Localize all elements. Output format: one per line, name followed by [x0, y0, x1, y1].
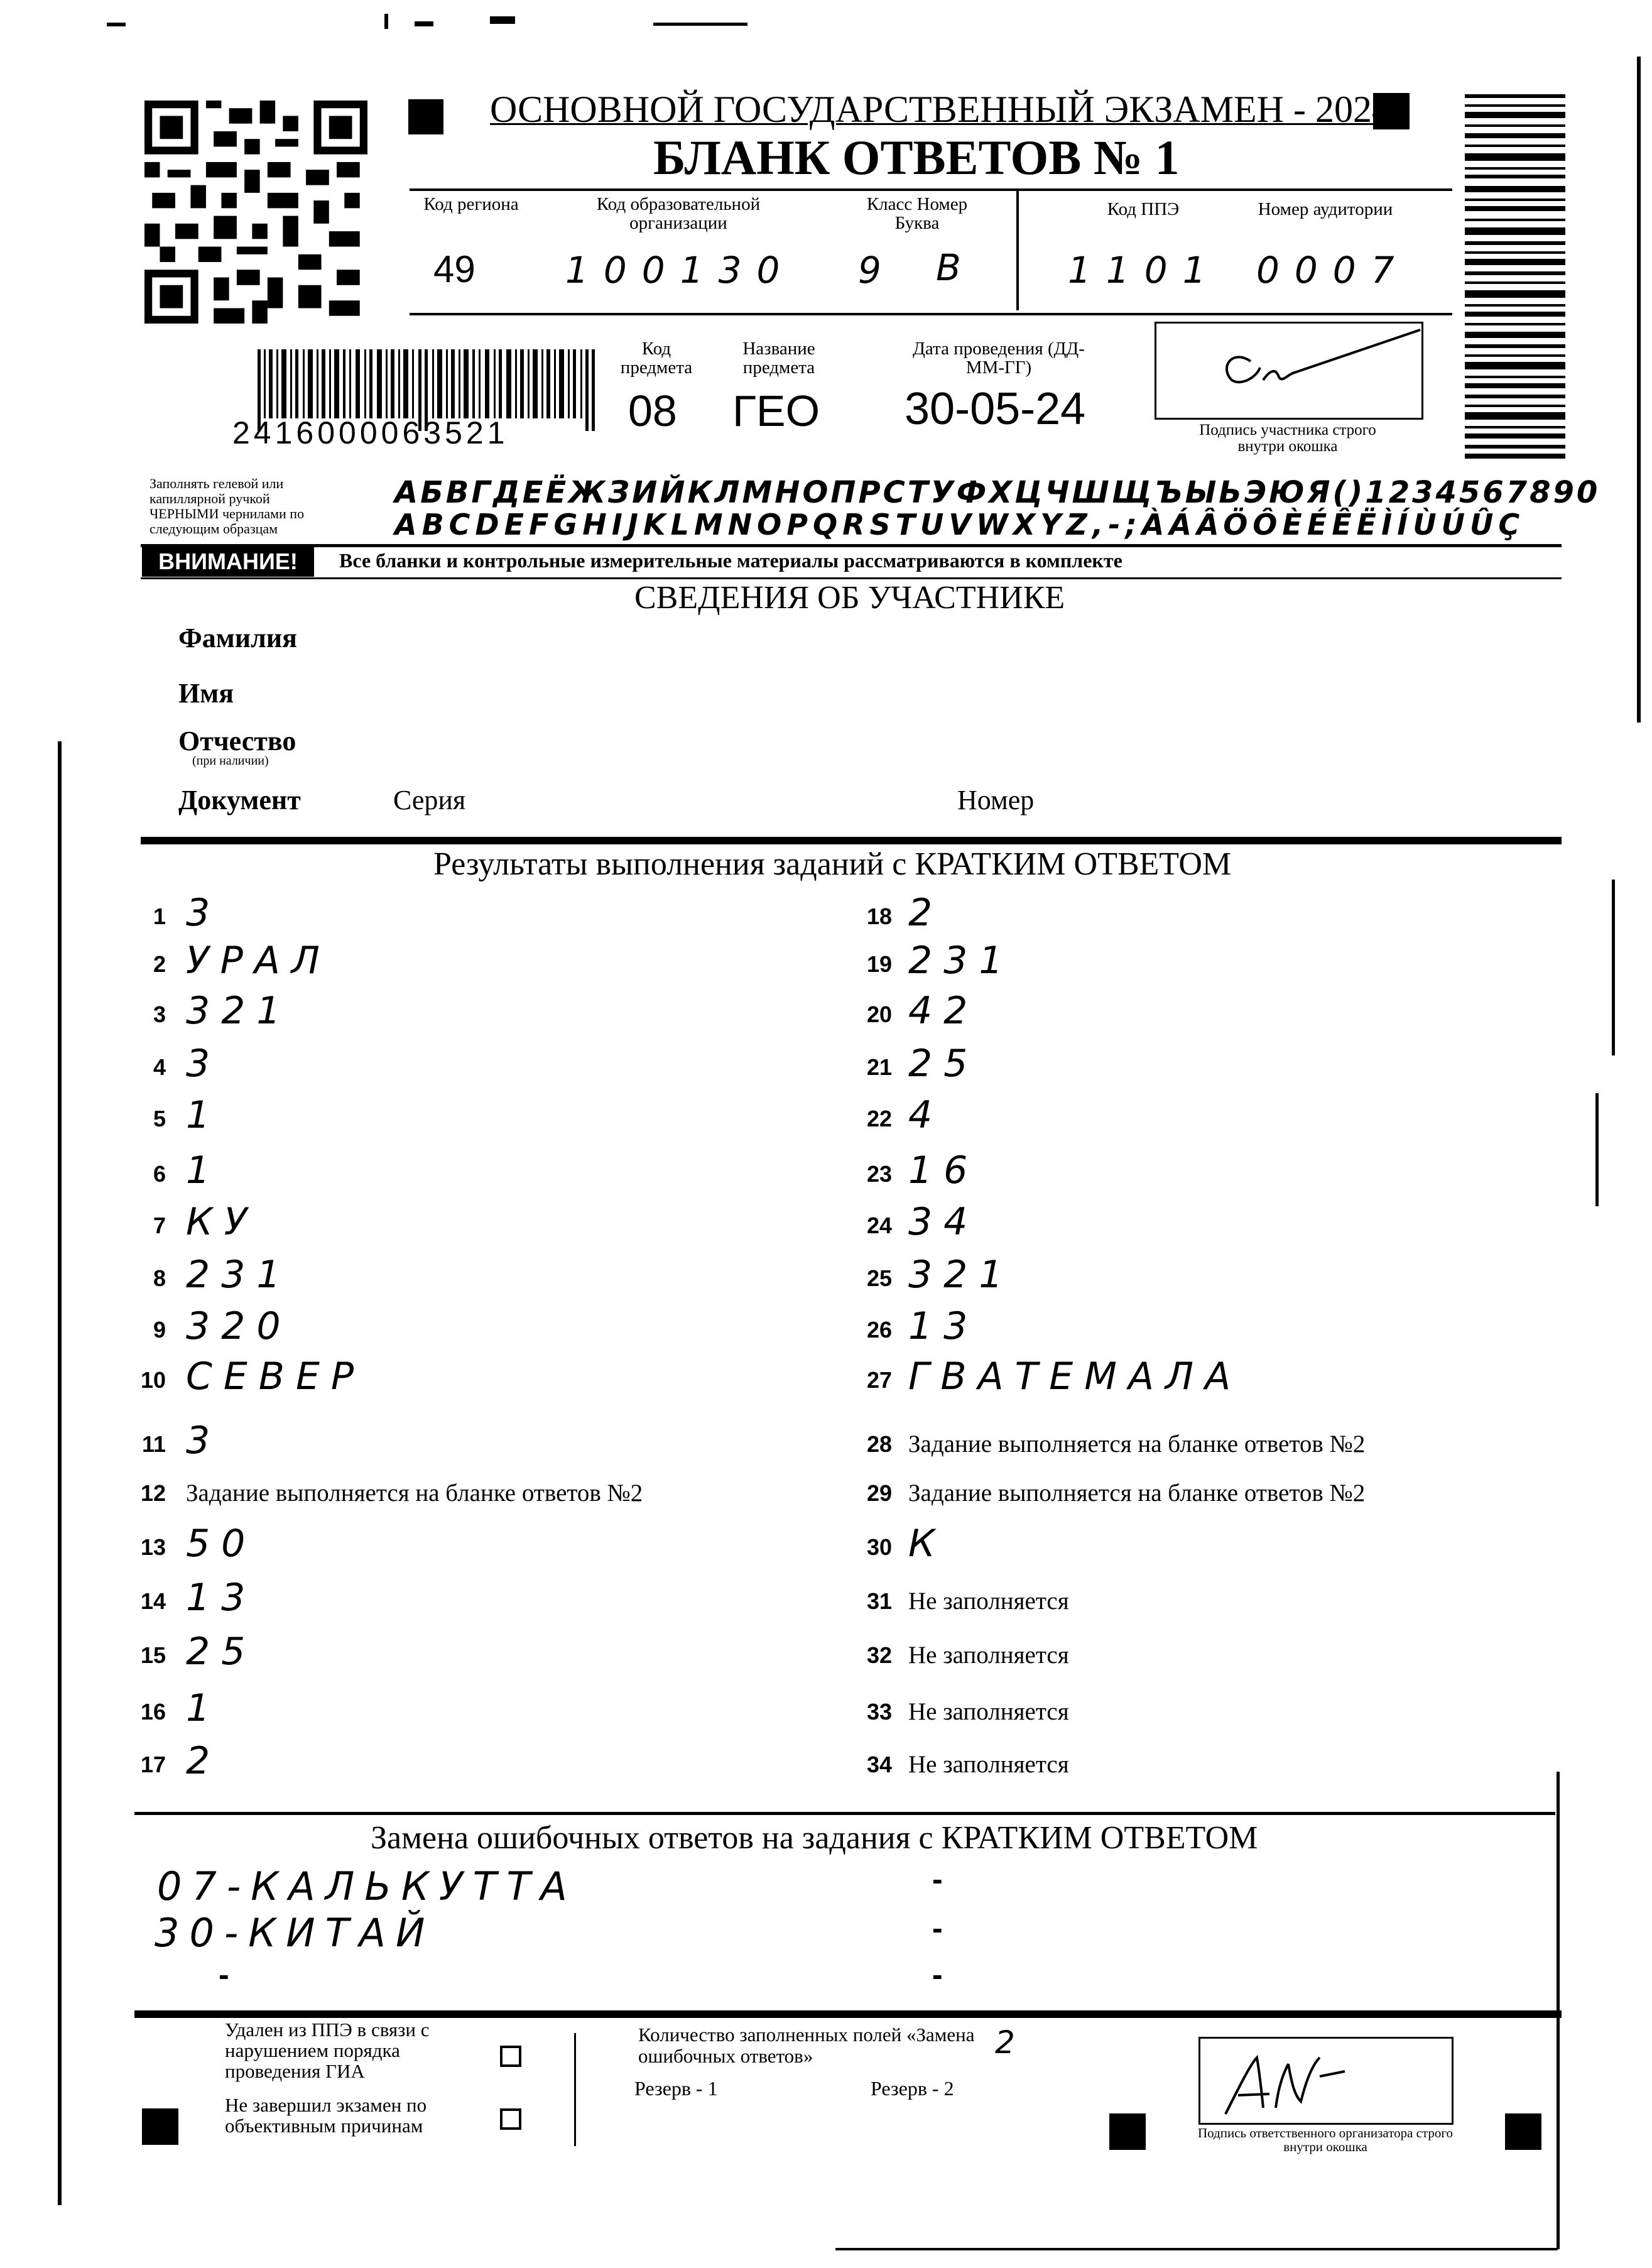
task-number-12: 12: [140, 1480, 166, 1506]
task-number-17: 17: [140, 1752, 166, 1777]
footer-divider: [574, 2033, 576, 2146]
task-number-3: 3: [153, 1001, 166, 1027]
participant-signature: [1156, 324, 1421, 418]
task-answer-2: УРАЛ: [186, 939, 331, 983]
room-value: 0007: [1256, 249, 1410, 292]
task-answer-31: Не заполняется: [908, 1588, 1069, 1615]
task-answer-14: 13: [186, 1576, 257, 1620]
task-answer-7: КУ: [186, 1200, 259, 1244]
reserve1-label: Резерв - 1: [634, 2077, 718, 2100]
task-answer-4: 3: [186, 1042, 222, 1086]
anchor-square: [1505, 2113, 1541, 2150]
task-answer-30: К: [908, 1522, 947, 1566]
region-value: 49: [433, 248, 475, 290]
task-number-16: 16: [140, 1699, 166, 1725]
task-answer-32: Не заполняется: [908, 1642, 1069, 1669]
not-finished-label: Не завершил экзамен по объективным причинам: [225, 2094, 427, 2137]
task-answer-34: Не заполняется: [908, 1751, 1069, 1778]
surname-label: Фамилия: [178, 623, 297, 653]
task-number-22: 22: [866, 1106, 892, 1131]
exam-title: ОСНОВНОЙ ГОСУДАРСТВЕННЫЙ ЭКЗАМЕН - 2024: [490, 89, 1391, 130]
sample-row-latin: ABCDEFGHIJKLMNOPQRSTUVWXYZ,-;ÀÁÂÖÔÈÉÊËÌÍÙÚÛÇ: [394, 508, 1525, 542]
side-barcode: [1465, 94, 1565, 459]
replacement-dash: -: [932, 1957, 943, 1992]
task-answer-13: 50: [186, 1522, 257, 1566]
replacement-heading: Замена ошибочных ответов на задания с КРАТКИМ ОТВЕТОМ: [371, 1820, 1258, 1856]
organizer-signature-box: [1198, 2037, 1454, 2125]
not-finished-checkbox[interactable]: [500, 2108, 521, 2130]
task-number-2: 2: [153, 951, 166, 977]
ppe-value: 1101: [1068, 249, 1221, 292]
task-answer-21: 25: [908, 1042, 979, 1086]
task-answer-19: 231: [908, 939, 1014, 983]
task-answer-11: 3: [186, 1419, 222, 1463]
task-answer-15: 25: [186, 1630, 257, 1674]
series-label: Серия: [393, 785, 466, 815]
anchor-square: [142, 2108, 178, 2145]
results-top-rule: [141, 837, 1562, 844]
task-answer-9: 320: [186, 1304, 292, 1348]
task-answer-20: 42: [908, 989, 979, 1033]
task-number-34: 34: [866, 1752, 892, 1777]
task-number-15: 15: [140, 1642, 166, 1668]
scan-mark: [653, 23, 747, 26]
task-answer-18: 2: [908, 891, 944, 935]
signature-note: Подпись участника строго внутри окошка: [1199, 422, 1376, 455]
task-number-9: 9: [153, 1317, 166, 1343]
footer-rule: [134, 2010, 1562, 2018]
task-answer-24: 34: [908, 1200, 979, 1244]
replacement-dash: -: [932, 1862, 943, 1897]
task-answer-3: 321: [186, 989, 292, 1033]
task-answer-12: Задание выполняется на бланке ответов №2: [186, 1480, 643, 1507]
subject-name-label: Название предмета: [742, 339, 815, 378]
removed-checkbox[interactable]: [500, 2046, 521, 2067]
scan-edge-line: [1612, 880, 1615, 1055]
task-answer-5: 1: [186, 1093, 222, 1137]
barcode-number: 2416000063521: [232, 415, 509, 450]
task-number-1: 1: [153, 903, 166, 929]
task-number-31: 31: [866, 1588, 892, 1614]
scan-mark: [384, 14, 388, 29]
notice-text: Все бланки и контрольные измерительные материалы рассматриваются в комплекте: [339, 549, 1122, 572]
replacement-entry: 07-КАЛЬКУТТА: [157, 1863, 577, 1909]
task-number-18: 18: [866, 903, 892, 929]
exam-date: 30-05-24: [905, 384, 1086, 434]
org-label: Код образовательной организации: [596, 194, 761, 233]
qr-code: [144, 101, 367, 324]
task-number-8: 8: [153, 1265, 166, 1291]
task-answer-23: 16: [908, 1148, 979, 1192]
task-answer-8: 231: [186, 1253, 292, 1297]
organizer-note: Подпись ответственного организатора строго внутри окошка: [1197, 2125, 1454, 2154]
region-label: Код региона: [423, 194, 519, 214]
task-number-19: 19: [866, 951, 892, 977]
task-number-23: 23: [866, 1161, 892, 1187]
task-number-27: 27: [866, 1367, 892, 1393]
task-number-25: 25: [866, 1265, 892, 1291]
number-label: Номер: [957, 785, 1035, 815]
form-title: БЛАНК ОТВЕТОВ № 1: [653, 130, 1180, 185]
scan-mark: [490, 16, 515, 24]
task-answer-10: СЕВЕР: [186, 1355, 366, 1398]
task-number-10: 10: [140, 1367, 166, 1393]
task-number-7: 7: [153, 1213, 166, 1238]
sample-instruction: Заполнять гелевой или капиллярной ручкой ЧЕРНЫМИ чернилами по следующим образцам: [149, 476, 305, 537]
task-number-14: 14: [140, 1588, 166, 1614]
reserve2-label: Резерв - 2: [871, 2077, 954, 2100]
anchor-square: [408, 99, 443, 134]
task-number-11: 11: [141, 1431, 166, 1457]
task-answer-16: 1: [186, 1686, 222, 1730]
task-number-20: 20: [866, 1001, 892, 1027]
task-number-21: 21: [866, 1054, 892, 1080]
ppe-label: Код ППЭ: [1107, 199, 1180, 219]
name-label: Имя: [178, 678, 234, 709]
subject-code: 08: [628, 386, 677, 435]
task-answer-25: 321: [908, 1253, 1014, 1297]
task-number-13: 13: [140, 1534, 166, 1560]
task-number-4: 4: [153, 1054, 166, 1080]
task-number-30: 30: [866, 1534, 892, 1560]
task-answer-33: Не заполняется: [908, 1698, 1069, 1725]
scan-edge-line: [1637, 57, 1641, 722]
task-answer-26: 13: [908, 1304, 979, 1348]
task-number-32: 32: [866, 1642, 892, 1668]
replacement-entry: -: [219, 1957, 229, 1992]
organizer-signature: [1200, 2039, 1452, 2123]
count-label: Количество заполненных полей «Замена ошибочных ответов»: [638, 2024, 975, 2067]
scan-edge-line: [835, 2248, 1558, 2250]
task-answer-27: ГВАТЕМАЛА: [908, 1355, 1242, 1398]
task-answer-28: Задание выполняется на бланке ответов №2: [908, 1431, 1366, 1458]
subject-code-label: Код предмета: [620, 339, 693, 378]
anchor-square: [1109, 2113, 1146, 2150]
task-number-26: 26: [866, 1317, 892, 1343]
subject-name: ГЕО: [732, 386, 820, 435]
document-label: Документ: [178, 785, 301, 815]
patronymic-label: Отчество: [178, 726, 296, 756]
task-number-33: 33: [866, 1699, 892, 1725]
date-label: Дата проведения (ДД-ММ-ГГ): [913, 339, 1085, 378]
scan-edge-line: [1595, 1093, 1599, 1206]
room-label: Номер аудитории: [1258, 199, 1393, 219]
codes-divider: [1016, 188, 1019, 310]
patronymic-note: (при наличии): [192, 754, 269, 768]
count-value: 2: [995, 2024, 1015, 2061]
class-letter: В: [936, 246, 976, 289]
org-value: 100130: [565, 249, 795, 292]
task-number-29: 29: [866, 1480, 892, 1506]
task-number-28: 28: [866, 1431, 892, 1457]
notice-badge: ВНИМАНИЕ!: [142, 547, 314, 577]
scan-mark: [107, 23, 126, 26]
participant-signature-box: [1155, 322, 1423, 420]
task-answer-17: 2: [186, 1739, 222, 1783]
scan-mark: [415, 21, 433, 26]
sample-row-cyrillic: АБВГДЕЁЖЗИЙКЛМНОПРСТУФХЦЧШЩЪЫЬЭЮЯ()1234567890: [394, 475, 1600, 510]
scan-edge-line: [58, 741, 62, 2205]
class-number: 9: [858, 249, 896, 292]
replacement-rule: [134, 1812, 1555, 1815]
replacement-entry: 30-КИТАЙ: [155, 1910, 435, 1956]
task-answer-22: 4: [908, 1093, 944, 1137]
replacement-dash: -: [932, 1911, 943, 1946]
class-label: Класс Номер Буква: [866, 194, 968, 233]
task-number-5: 5: [153, 1106, 166, 1131]
task-number-24: 24: [866, 1213, 892, 1238]
removed-label: Удален из ППЭ в связи с нарушением порядка проведения ГИА: [225, 2019, 430, 2082]
task-answer-1: 3: [186, 891, 222, 935]
task-number-6: 6: [153, 1161, 166, 1187]
task-answer-6: 1: [186, 1148, 222, 1192]
participant-heading: СВЕДЕНИЯ ОБ УЧАСТНИКЕ: [634, 580, 1065, 616]
task-answer-29: Задание выполняется на бланке ответов №2: [908, 1480, 1366, 1507]
results-heading: Результаты выполнения заданий с КРАТКИМ ОТВЕТОМ: [433, 846, 1232, 882]
